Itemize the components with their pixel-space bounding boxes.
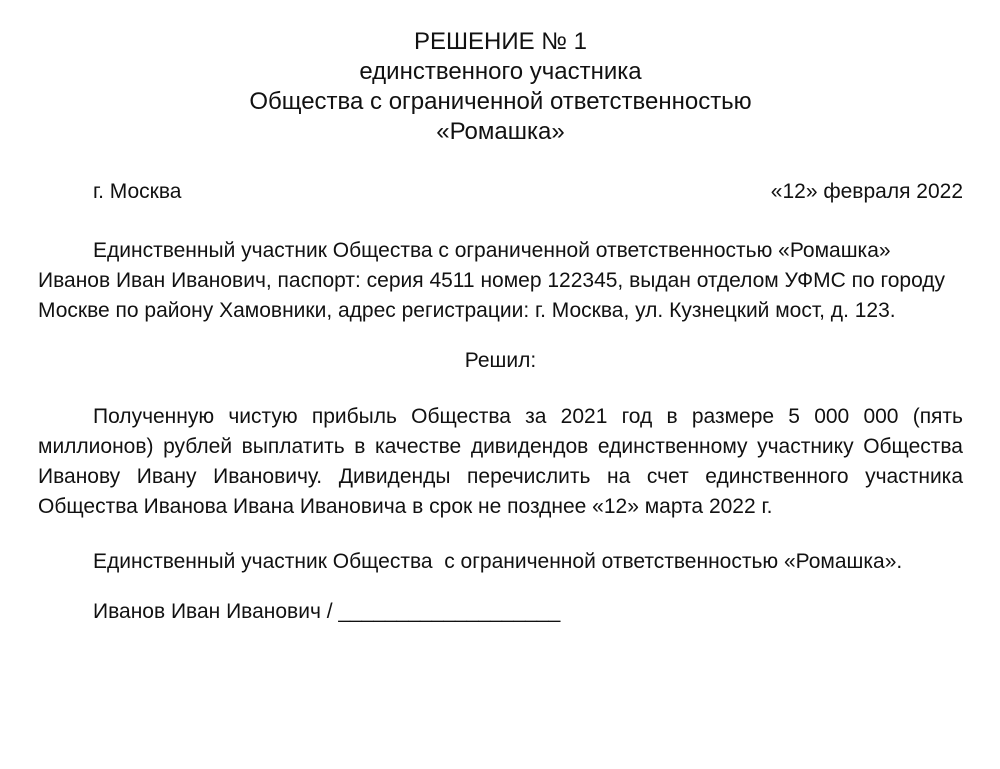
dateline bbox=[38, 177, 963, 207]
title-line-4: «Ромашка» bbox=[436, 118, 565, 145]
title-line-2: единственного участника bbox=[359, 58, 642, 85]
signature-line: Иванов Иван Иванович / ___________________ bbox=[93, 600, 561, 623]
document-title bbox=[38, 27, 963, 147]
closing-paragraph: Единственный участник Общества с ограниченной ответственностью «Ромашка». bbox=[93, 550, 903, 573]
resolution-heading: Решил: bbox=[464, 349, 537, 372]
dateline-city: г. Москва bbox=[93, 180, 182, 203]
resolution-paragraph: Полученную чистую прибыль Общества за 2021 год в размере 5 000 000 (пять миллионов) рублей выплатить в качестве дивидендов единственному участнику Общества Иванову Ивану Ивановичу. Дивиденды перечислить на счет единственного участника Общества Иванова Ивана Ивановича в срок не позднее «12» марта 2022 г. bbox=[38, 405, 963, 518]
dateline-date: «12» февраля 2022 bbox=[770, 180, 963, 203]
title-line-3: Общества с ограниченной ответственностью bbox=[249, 88, 752, 115]
preamble-paragraph: Единственный участник Общества с ограниченной ответственностью «Ромашка» Иванов Иван Иванович, паспорт: серия 4511 номер 122345, выдан отделом УФМС по городу Москве по району Хамовники, адрес регистрации: г. Москва, ул. Кузнецкий мост, д. 123. bbox=[38, 239, 946, 322]
title-line-1: РЕШЕНИЕ № 1 bbox=[413, 28, 588, 55]
